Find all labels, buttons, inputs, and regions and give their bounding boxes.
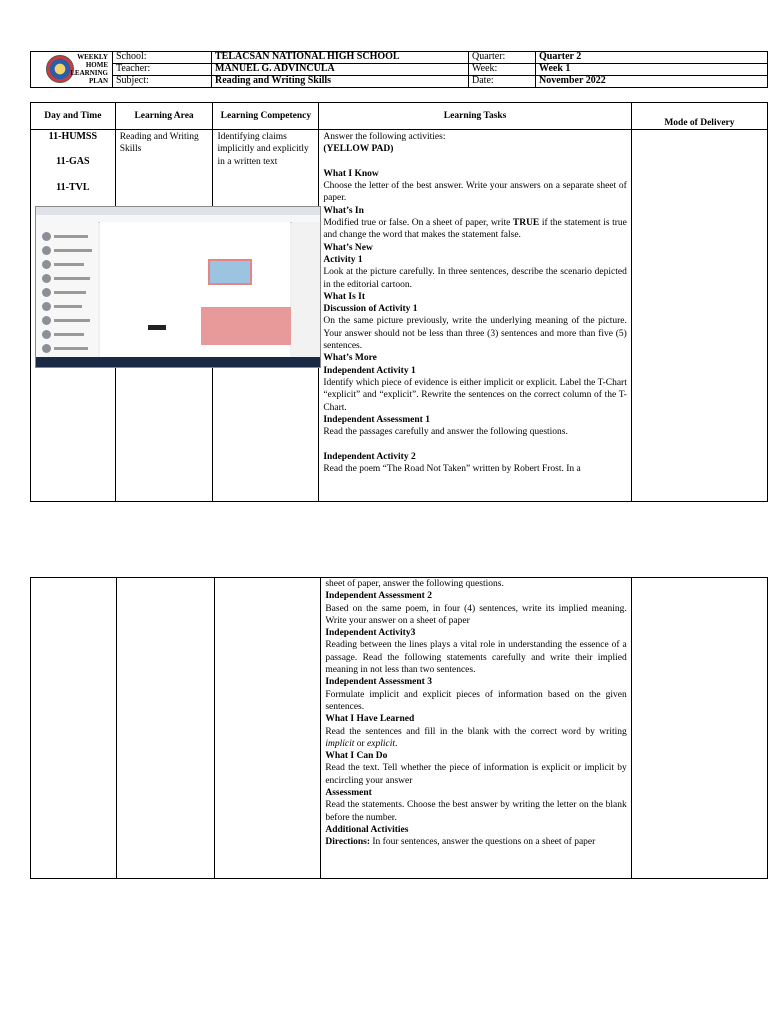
strand-label: 11-GAS: [56, 156, 90, 168]
task-heading: What I Know: [323, 168, 379, 179]
task-instruction: sheet of paper, answer the following questions.: [325, 579, 504, 589]
spacer: [323, 156, 627, 168]
task-instruction: Read the sentences and fill in the blank with the correct word by writing implicit or explicit.: [325, 726, 627, 749]
strand-label: 11-TVL: [56, 181, 90, 193]
tasks-cell: [319, 130, 632, 502]
area-cell: Reading and Writing Skills: [115, 130, 213, 502]
task-heading: Activity 1: [323, 254, 363, 265]
task-instruction: Read the passages carefully and answer the following questions.: [323, 427, 568, 438]
task-heading: What’s New: [323, 242, 373, 253]
plan-type-label: WEEKLY HOME LEARNING PLAN: [70, 53, 108, 85]
column-header-tasks: Learning Tasks: [319, 103, 632, 130]
task-heading: Independent Activity 1: [323, 365, 416, 376]
task-instruction: Look at the picture carefully. In three sentences, describe the scenario depicted in the editorial cartoon.: [323, 267, 627, 290]
task-instruction: On the same picture previously, write the underlying meaning of the picture. Your answer should not be less than three (3) sentences and more than five (5) sentences.: [323, 316, 627, 352]
week-label: Week:: [469, 64, 536, 76]
task-instruction: Choose the letter of the best answer. Write your answers on a separate sheet of paper.: [323, 181, 627, 204]
task-instruction: Answer the following activities:: [323, 132, 446, 142]
task-heading: Independent Activity 2: [323, 451, 416, 462]
task-heading: What I Have Learned: [325, 714, 415, 725]
column-header-mode: Mode of Delivery: [631, 103, 767, 130]
task-heading: Independent Assessment 3: [325, 677, 432, 688]
column-header-day: Day and Time: [31, 103, 116, 130]
competency-cell: [214, 578, 320, 879]
messenger-screenshot-image: [35, 206, 321, 368]
school-value: TELACSAN NATIONAL HIGH SCHOOL: [212, 52, 469, 64]
task-instruction: Reading between the lines plays a vital role in understanding the essence of a passage. Read the following statements carefully and write their implied meaning in not less than two sentences.: [325, 640, 627, 676]
mode-cell: [631, 130, 767, 502]
tasks-cell: [321, 578, 631, 879]
plan-header-table: [30, 51, 768, 88]
quarter-label: Quarter:: [469, 52, 536, 64]
task-instruction: Modified true or false. On a sheet of paper, write TRUE if the statement is true and change the word that makes the statement false.: [323, 218, 627, 241]
task-instruction: Read the text. Tell whether the piece of information is explicit or implicit by encircling your answer: [325, 763, 627, 786]
teacher-value: MANUEL G. ADVINCULA: [212, 64, 469, 76]
spacer: [323, 438, 627, 450]
mode-cell: [631, 578, 767, 879]
week-value: Week 1: [536, 64, 768, 76]
task-heading: (YELLOW PAD): [323, 144, 394, 155]
task-heading: What I Can Do: [325, 751, 388, 762]
day-cell: [31, 578, 117, 879]
learning-plan-table-continued: [30, 577, 768, 879]
task-instruction: Read the poem “The Road Not Taken” written by Robert Frost. In a: [323, 464, 581, 475]
area-cell: [116, 578, 214, 879]
task-heading: Independent Assessment 1: [323, 414, 430, 425]
task-instruction: Read the statements. Choose the best answer by writing the letter on the blank before the number.: [325, 800, 627, 823]
strand-label: 11-HUMSS: [48, 131, 98, 142]
task-heading: Assessment: [325, 788, 372, 799]
task-heading: Additional Activities: [325, 824, 409, 835]
quarter-value: Quarter 2: [536, 52, 768, 64]
subject-label: Subject:: [113, 76, 212, 88]
task-heading: Independent Activity3: [325, 628, 416, 639]
task-heading: What’s More: [323, 353, 377, 364]
date-value: November 2022: [536, 76, 768, 88]
task-heading: Discussion of Activity 1: [323, 304, 418, 315]
task-heading: Independent Assessment 2: [325, 591, 432, 602]
subject-value: Reading and Writing Skills: [212, 76, 469, 88]
teacher-label: Teacher:: [113, 64, 212, 76]
date-label: Date:: [469, 76, 536, 88]
column-header-competency: Learning Competency: [213, 103, 319, 130]
task-instruction: Formulate implicit and explicit pieces of information based on the given sentences.: [325, 689, 627, 712]
task-instruction: Directions: In four sentences, answer the questions on a sheet of paper: [325, 837, 596, 848]
school-label: School:: [113, 52, 212, 64]
task-heading: What Is It: [323, 291, 366, 302]
logo-cell: [31, 52, 113, 88]
task-instruction: Based on the same poem, in four (4) sentences, write its implied meaning. Write your answer on a sheet of paper: [325, 603, 627, 626]
task-instruction: Identify which piece of evidence is either implicit or explicit. Label the T-Chart “explicit” and “explicit”. Rewrite the sentences on the correct column of the T-Chart.: [323, 377, 627, 413]
column-header-area: Learning Area: [115, 103, 213, 130]
competency-cell: Identifying claims implicitly and explicitly in a written text: [213, 130, 319, 502]
task-heading: What’s In: [323, 205, 364, 216]
